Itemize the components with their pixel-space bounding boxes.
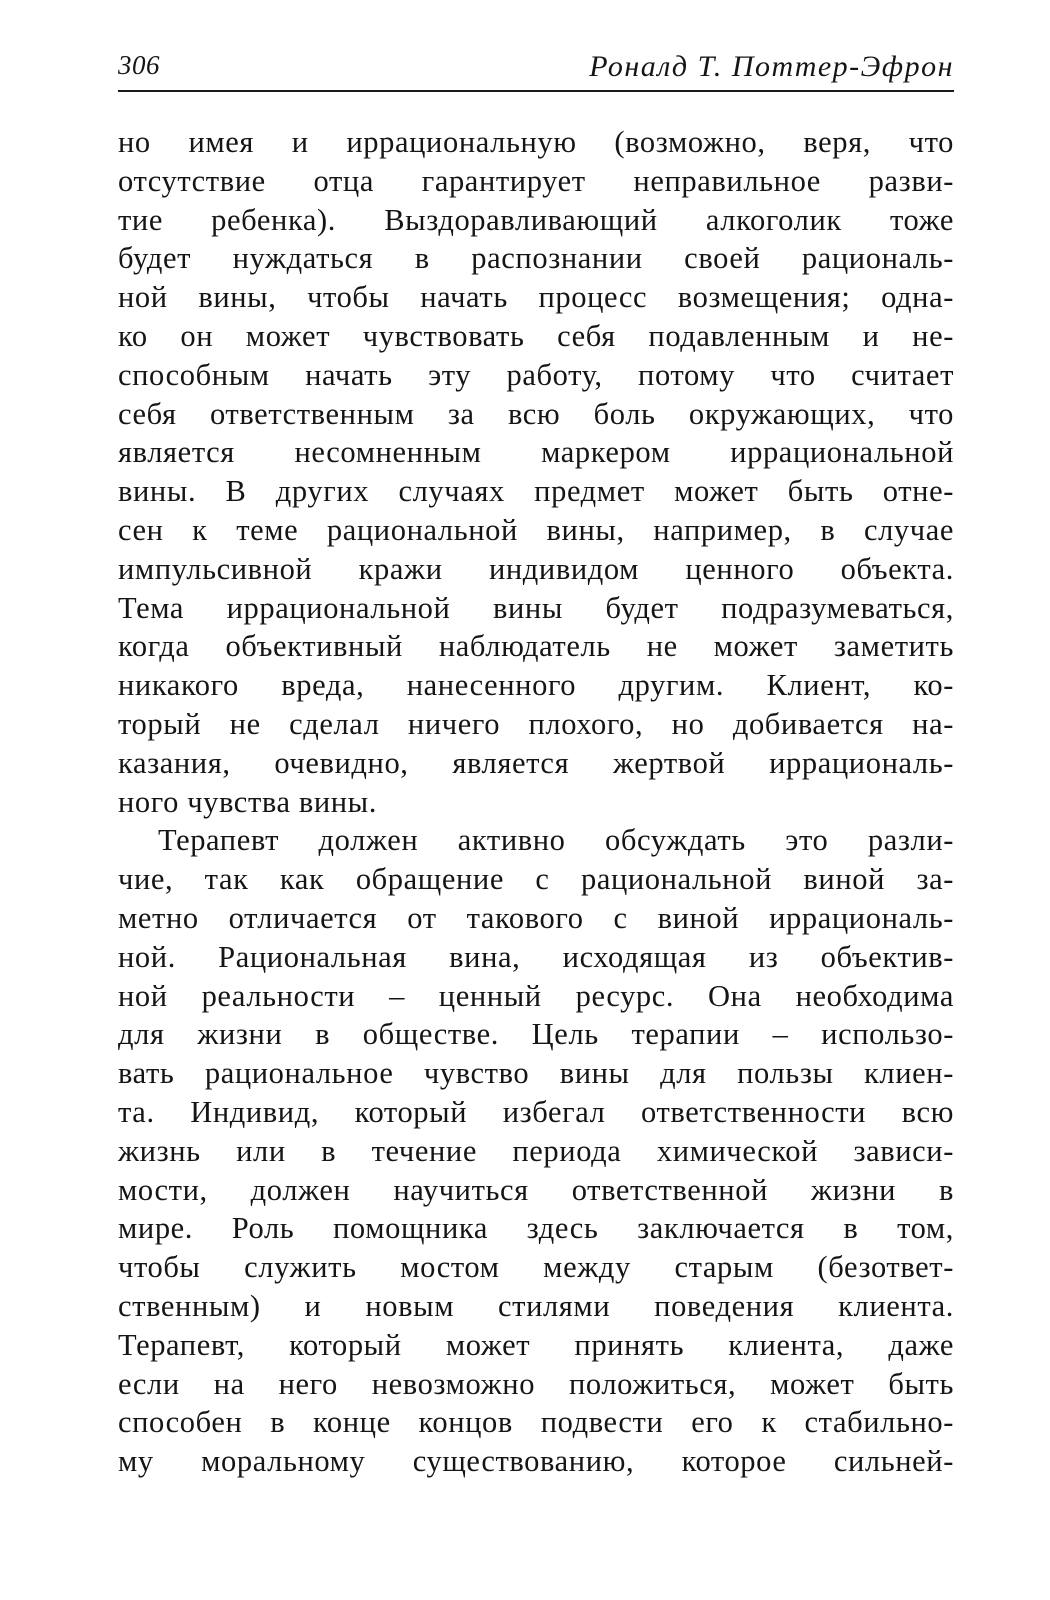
text-line: сен к теме рациональной вины, например, в случае [118, 512, 954, 547]
text-line: чие, так как обращение с рациональной виной за- [118, 862, 954, 897]
text-line: Терапевт, который может принять клиента, даже [118, 1327, 954, 1362]
text-line: ственным) и новым стилями поведения клиента. [118, 1288, 954, 1323]
text-line: никакого вреда, нанесенного другим. Клиент, ко- [118, 668, 954, 703]
text-line: тие ребенка). Выздоравливающий алкоголик тоже [118, 202, 954, 237]
text-line: мире. Роль помощника здесь заключается в том, [118, 1211, 954, 1246]
text-line: метно отличается от такового с виной иррациональ- [118, 900, 954, 935]
text-line: ной реальности – ценный ресурс. Она необходима [118, 978, 954, 1013]
text-line: чтобы служить мостом между старым (безответ- [118, 1250, 954, 1285]
text-line: является несомненным маркером иррациональной [118, 435, 954, 470]
running-head [118, 48, 954, 92]
text-line: отсутствие отца гарантирует неправильное разви- [118, 163, 954, 198]
text-line: ного чувства вины. [118, 784, 377, 819]
text-line: ко он может чувствовать себя подавленным и не- [118, 318, 954, 353]
body-text [118, 123, 954, 1481]
text-line: му моральному существованию, которое сильней- [118, 1444, 954, 1479]
text-line: когда объективный наблюдатель не может заметить [118, 629, 954, 664]
text-line: Тема иррациональной вины будет подразумеваться, [118, 590, 954, 625]
text-line: торый не сделал ничего плохого, но добивается на- [118, 706, 954, 741]
text-line: казания, очевидно, является жертвой иррациональ- [118, 745, 954, 780]
text-line: импульсивной кражи индивидом ценного объекта. [118, 551, 954, 586]
text-line: вать рациональное чувство вины для пользы клиен- [118, 1056, 954, 1091]
text-line: но имея и иррациональную (возможно, веря, что [118, 125, 954, 159]
text-line: будет нуждаться в распознании своей рациональ- [118, 241, 954, 276]
text-line: жизнь или в течение периода химической зависи- [118, 1133, 954, 1168]
text-line: та. Индивид, который избегал ответственности всю [118, 1094, 954, 1129]
text-line: ной. Рациональная вина, исходящая из объектив- [118, 939, 954, 974]
text-line: если на него невозможно положиться, может быть [118, 1366, 954, 1401]
text-line: способным начать эту работу, потому что считает [118, 357, 954, 392]
text-line: ной вины, чтобы начать процесс возмещения; одна- [118, 280, 954, 315]
text-line: мости, должен научиться ответственной жизни в [118, 1172, 954, 1207]
text-line: вины. В других случаях предмет может быть отне- [118, 474, 954, 509]
paragraph-1 [118, 123, 954, 821]
page-number: 306 [118, 50, 160, 80]
paragraph-2 [118, 821, 954, 1481]
text-line: способен в конце концов подвести его к стабильно- [118, 1405, 954, 1440]
running-head-author: Роналд Т. Поттер-Эфрон [589, 50, 954, 83]
text-line: Терапевт должен активно обсуждать это разли- [158, 823, 954, 858]
text-line: себя ответственным за всю боль окружающих, что [118, 396, 954, 431]
text-line: для жизни в обществе. Цель терапии – использо- [118, 1017, 954, 1052]
